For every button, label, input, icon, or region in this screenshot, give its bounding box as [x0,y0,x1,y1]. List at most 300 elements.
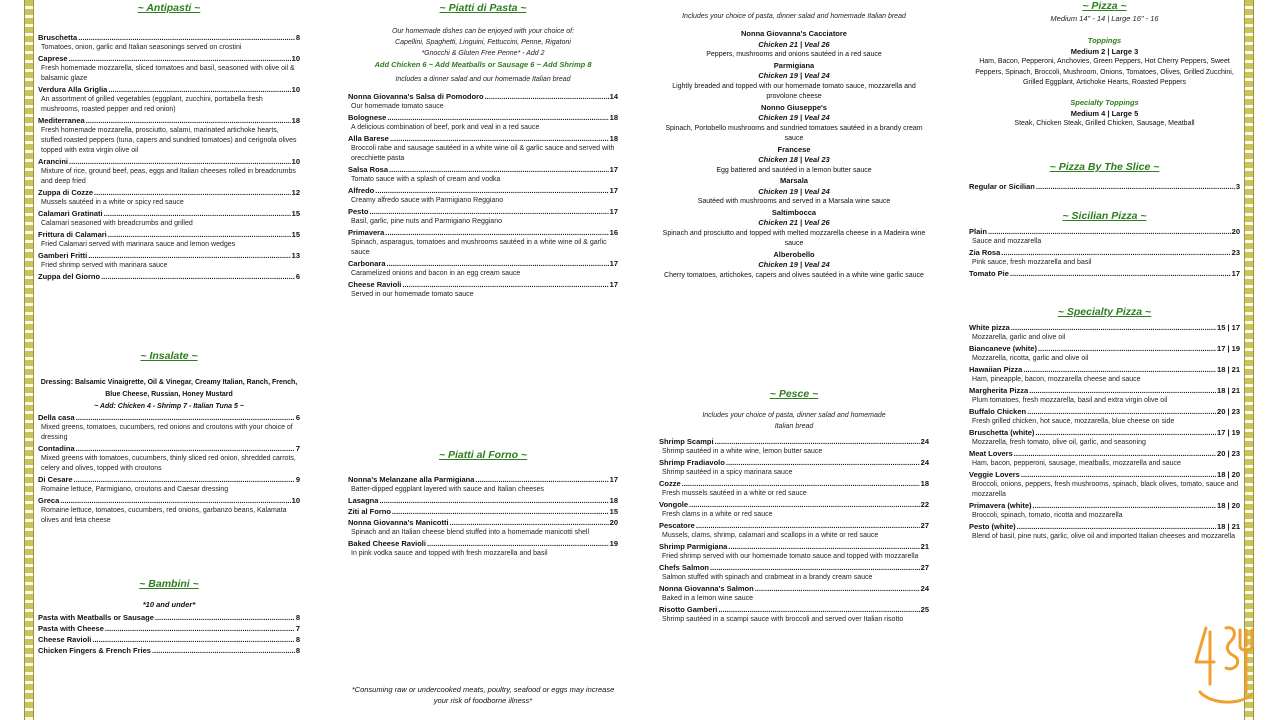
menu-item-price: Chicken 19 | Veal 24 [758,113,830,122]
menu-item-price: 21 [920,542,929,551]
menu-item-name: Saltimbocca [771,207,817,217]
pasta-intro-3: *Gnocchi & Gluten Free Penne* - Add 2 [421,50,545,57]
menu-item-zuppa-di-cozze [38,187,300,208]
menu-item-description: Sauce and mozzarella [972,238,1042,245]
specialty-toppings-price: Medium 4 | Large 5 [1070,108,1139,118]
menu-item-description: Sautéed with mushrooms and served in a Marsala wine sauce [697,198,891,205]
menu-item-price: 19 [609,539,618,548]
pesce-section [659,388,929,625]
specialty-section [969,306,1240,542]
menu-item-hawaiian-pizza [969,364,1240,385]
slice-list [969,181,1240,192]
menu-item-name: Vongole [659,500,689,509]
menu-item-ziti-al-forno [348,506,618,517]
toppings-title: Toppings [1087,36,1122,45]
menu-item-tomato-pie [969,268,1240,279]
menu-item-name: Nonna Giovanna's Salmon [659,584,754,593]
menu-item-price: 8 [295,613,300,622]
menu-item-name: Contadina [38,444,75,453]
bambini-title: ~ Bambini ~ [139,578,199,590]
menu-item-name: Bruschetta (white) [969,428,1035,437]
pasta-includes: Includes a dinner salad and our homemade Italian bread [395,76,571,83]
slice-title: ~ Pizza By The Slice ~ [1049,161,1160,173]
menu-item-name: Francese [777,144,811,154]
dot-leader [69,53,291,64]
menu-item-risotto-gamberi [659,604,929,625]
menu-item-cheese-ravioli [348,279,618,300]
menu-item-description: Spinach and prosciutto and topped with melted mozzarella cheese in a Madeira wine sauce [662,229,926,247]
menu-item-price: 24 [920,458,929,467]
menu-item-price: 10 [291,496,300,505]
menu-item-description: Mozzarella, ricotta, garlic and olive oil [972,355,1089,362]
menu-item-price: 18 [609,496,618,505]
entrees-intro: Includes your choice of pasta, dinner salad and homemade Italian bread [682,13,906,20]
menu-item-salsa-rosa [348,164,618,185]
menu-item-header [38,474,300,485]
menu-item-pasta-with-meatballs-or-sausage [38,612,300,623]
dot-leader [369,206,608,217]
menu-item-name: Primavera (white) [969,501,1032,510]
menu-item-shrimp-scampi [659,436,929,457]
menu-item-arancini [38,156,300,187]
menu-item-description: Broccoli, onions, peppers, fresh mushrooms, spinach, black olives, tomato, sauce and mozzarella [972,481,1239,498]
menu-item-price: 20 [609,518,618,527]
menu-item-name: Verdura Alla Griglia [38,85,108,94]
sicilian-section [969,210,1240,279]
menu-item-name: Alla Barese [348,134,389,143]
menu-item-name: Buffalo Chicken [969,407,1027,416]
menu-item-alberobello [659,250,929,282]
menu-item-description: Ham, pineapple, bacon, mozzarella cheese and sauce [972,376,1141,383]
dot-leader [389,164,609,175]
dot-leader [375,185,608,196]
menu-item-pescatore [659,520,929,541]
menu-item-header [348,495,618,506]
menu-item-header [659,520,929,531]
menu-item-price: 17 [609,207,618,216]
menu-item-name: Salsa Rosa [348,165,389,174]
menu-item-price: 13 [291,251,300,260]
menu-item-header [348,112,618,123]
menu-item-price: 18 [291,116,300,125]
menu-item-nonno-giuseppe-s [659,103,929,145]
menu-item-header [969,226,1240,237]
menu-item-price: Chicken 21 | Veal 26 [758,218,830,227]
menu-item-header [38,495,300,506]
menu-item-marsala [659,176,929,208]
right-border-strip [1244,0,1254,720]
menu-item-price: Chicken 19 | Veal 24 [758,260,830,269]
menu-item-price: 20 [1231,227,1240,236]
menu-item-name: Calamari Gratinati [38,209,103,218]
menu-item-description: Shrimp sautéed in a spicy marinara sauce [662,469,793,476]
pasta-add-ons: Add Chicken 6 ~ Add Meatballs or Sausage 6 ~ Add Shrimp 8 [374,60,592,69]
menu-item-price: 16 [609,228,618,237]
menu-item-name: Cozze [659,479,681,488]
menu-item-price: 18 [609,113,618,122]
menu-item-description: Fried shrimp served with our homemade tomato sauce and topped with mozzarella [662,553,919,560]
menu-item-description: An assortment of grilled vegetables (eggplant, zucchini, portabella fresh mushrooms, roasted pepper and red onion) [41,96,263,113]
menu-item-description: Fried Calamari served with marinara sauce and lemon wedges [41,241,236,248]
pizza-section [969,0,1240,129]
menu-item-name: Di Cesare [38,475,73,484]
menu-item-price: 18 | 21 [1217,522,1240,531]
menu-item-price: 20 | 23 [1217,407,1240,416]
dot-leader [689,499,920,510]
menu-item-contadina [38,443,300,474]
dot-leader [74,474,295,485]
sicilian-title: ~ Sicilian Pizza ~ [1062,210,1147,222]
menu-item-header [348,206,618,217]
menu-item-description: Caramelized onions and bacon in an egg cream sauce [351,270,521,277]
menu-item-description: Our homemade tomato sauce [351,103,444,110]
menu-item-header [659,436,929,447]
dot-leader [108,229,291,240]
menu-item-parmigiana [659,61,929,103]
menu-item-header [38,271,300,282]
menu-item-price: 10 [291,85,300,94]
menu-item-frittura-di-calamari [38,229,300,250]
menu-item-price: 12 [291,188,300,197]
menu-item-price: 3 [1235,182,1240,191]
menu-item-name: Pasta with Cheese [38,624,104,633]
menu-item-vongole [659,499,929,520]
insalate-add: ~ Add: Chicken 4 - Shrimp 7 - Italian Tuna 5 ~ [94,403,244,410]
menu-item-cozze [659,478,929,499]
menu-item-description: Basil, garlic, pine nuts and Parmigiano Reggiano [351,218,502,225]
pizza-title: ~ Pizza ~ [1082,0,1127,12]
menu-item-name: Veggie Lovers [969,470,1020,479]
foodborne-illness-footnote: *Consuming raw or undercooked meats, poultry, seafood or eggs may increase your risk of foodborne illness* [351,685,615,705]
menu-item-description: A delicious combination of beef, pork and veal in a red sauce [351,124,540,131]
menu-item-description: Blend of basil, pine nuts, garlic, olive oil and imported Italian cheeses and mozzarella [972,533,1236,540]
menu-item-header [348,474,618,485]
dot-leader [69,156,291,167]
menu-item-description: Batter-dipped eggplant layered with sauce and Italian cheeses [351,486,545,493]
menu-item-mediterranea [38,115,300,156]
menu-item-name: Lasagna [348,496,379,505]
menu-item-description: Mozzarella, fresh tomato, olive oil, garlic, and seasoning [972,439,1146,446]
menu-item-description: Shrimp sautéed in a scampi sauce with broccoli and served over Italian risotto [662,616,904,623]
dot-leader [155,612,295,623]
menu-item-pasta-with-cheese [38,623,300,634]
menu-item-description: Mussels sautéed in a white or spicy red sauce [41,199,184,206]
menu-item-price: 15 [291,230,300,239]
menu-item-nonna-giovanna-s-salmon [659,583,929,604]
menu-item-pesto-white [969,521,1240,542]
menu-item-header [659,499,929,510]
menu-item-name: Mediterranea [38,116,85,125]
menu-item-name: Frittura di Calamari [38,230,107,239]
menu-item-price: 17 | 19 [1217,428,1240,437]
forno-title: ~ Piatti al Forno ~ [438,449,528,461]
menu-item-description: Broccoli, spinach, tomato, ricotta and mozzarella [972,512,1123,519]
dot-leader [1029,385,1216,396]
menu-item-price: 8 [295,635,300,644]
menu-item-name: Arancini [38,157,69,166]
dot-leader [108,84,290,95]
left-border-strip [24,0,34,720]
menu-item-price: 18 | 20 [1217,470,1240,479]
menu-item-description: Fresh clams in a white or red sauce [662,511,773,518]
menu-item-header [348,164,618,175]
menu-item-price: 24 [920,584,929,593]
menu-item-header [659,478,929,489]
entrees-list [659,29,929,281]
menu-item-price: 18 | 21 [1217,386,1240,395]
dot-leader [1001,247,1230,258]
dot-leader [387,258,609,269]
menu-item-header [969,364,1240,375]
menu-item-name: Risotto Gamberi [659,605,718,614]
menu-item-header [38,208,300,219]
dot-leader [1027,406,1216,417]
menu-item-price: 17 [609,186,618,195]
menu-item-name: Pesto [348,207,369,216]
menu-item-name: Shrimp Scampi [659,437,714,446]
pesce-title: ~ Pesce ~ [769,388,819,400]
insalate-title: ~ Insalate ~ [140,350,198,362]
dot-leader [60,495,290,506]
menu-item-name: Baked Cheese Ravioli [348,539,426,548]
menu-item-description: Mixed greens, tomatoes, cucumbers, red onions and croutons with your choice of dressing [41,424,293,441]
bambini-section [38,578,300,656]
dot-leader [78,32,295,43]
menu-item-description: Plum tomatoes, fresh mozzarella, basil and extra virgin olive oil [972,397,1168,404]
menu-item-name: Bruschetta [38,33,78,42]
menu-item-header [38,412,300,423]
menu-item-header [659,583,929,594]
menu-item-price: 14 [609,92,618,101]
menu-item-price: Chicken 19 | Veal 24 [758,186,830,196]
menu-item-price: 15 [291,209,300,218]
dot-leader [86,115,291,126]
menu-item-header [659,541,929,552]
dot-leader [1035,427,1216,438]
dot-leader [710,562,920,573]
specialty-list [969,322,1240,542]
menu-item-name: Nonno Giuseppe's [761,102,827,112]
menu-item-header [348,517,618,528]
menu-item-name: Pasta with Meatballs or Sausage [38,613,154,622]
menu-item-zuppa-del-giorno [38,271,300,282]
menu-item-description: Egg battered and sautéed in a lemon butter sauce [716,166,872,174]
menu-item-header [969,427,1240,438]
menu-item-header [348,227,618,238]
dot-leader [1038,343,1216,354]
insalate-section [38,350,300,526]
menu-item-description: Peppers, mushrooms and onions sautéed in a red sauce [706,51,882,58]
menu-item-name: Marsala [780,176,808,185]
menu-item-header [969,385,1240,396]
menu-item-description: Mussels, clams, shrimp, calamari and scallops in a white or red sauce [662,532,879,539]
menu-item-name: Cheese Ravioli [348,280,402,289]
pasta-intro-2: Capellini, Spaghetti, Linguini, Fettuccini, Penne, Rigatoni [395,39,571,46]
menu-item-buffalo-chicken [969,406,1240,427]
menu-item-header [969,268,1240,279]
menu-item-header [38,53,300,64]
dot-leader [1011,322,1216,333]
menu-item-description: Romaine lettuce, tomatoes, cucumbers, red onions, garbanzo beans, Kalamata olives and feta cheese [41,507,287,524]
menu-item-header [969,448,1240,459]
menu-item-name: Cheese Ravioli [38,635,92,644]
dot-leader [387,112,608,123]
menu-item-description: Fresh homemade mozzarella, prosciutto, salami, marinated artichoke hearts, stuffed roasted peppers (tuna, capers and sundried tomatoes) and cerignola olives topped with extra virgin olive oil [41,127,297,154]
dot-leader [152,645,295,656]
dot-leader [76,443,295,454]
menu-item-name: Plain [969,227,987,236]
menu-item-price: 10 [291,54,300,63]
menu-item-header [38,187,300,198]
pasta-title: ~ Piatti di Pasta ~ [439,2,527,14]
menu-item-description: Served in our homemade tomato sauce [351,291,474,298]
menu-item-price: 7 [295,624,300,633]
insalate-dressing: Dressing: Balsamic Vinaigrette, Oil & Vinegar, Creamy Italian, Ranch, French, Blue Cheese, Russian, Honey Mustard [40,379,298,398]
menu-item-price: 17 | 19 [1217,344,1240,353]
dot-leader [1033,500,1217,511]
menu-item-description: Mozzarella, garlic and olive oil [972,334,1066,341]
menu-item-header [38,634,300,645]
menu-item-chicken-fingers-french-fries [38,645,300,656]
menu-item-biancaneve-white [969,343,1240,364]
menu-item-name: White pizza [969,323,1010,332]
menu-item-description: Fresh grilled chicken, hot sauce, mozzarella, blue cheese on side [972,418,1175,425]
dot-leader [92,634,294,645]
dot-leader [427,538,609,549]
dot-leader [728,541,919,552]
menu-item-name: Alberobello [773,249,815,259]
menu-item-description: Salmon stuffed with spinach and crabmeat in a brandy cream sauce [662,574,873,581]
menu-item-nonna-giovanna-s-salsa-di-pomodoro [348,91,618,112]
menu-item-name: Gamberi Fritti [38,251,88,260]
menu-item-francese [659,145,929,177]
menu-item-greca [38,495,300,526]
menu-item-price: 15 [609,507,618,516]
dot-leader [390,133,609,144]
menu-item-nonna-s-melanzane-alla-parmigiana [348,474,618,495]
menu-item-price: 24 [920,437,929,446]
menu-item-price: 6 [295,272,300,281]
menu-item-price: 7 [295,444,300,453]
menu-item-price: 8 [295,646,300,655]
menu-item-name: Nonna Giovanna's Manicotti [348,518,449,527]
menu-item-description: Lightly breaded and topped with our homemade tomato sauce, mozzarella and provolone cheese [672,82,916,100]
pasta-intro-1: Our homemade dishes can be enjoyed with your choice of: [391,28,575,35]
menu-item-price: Chicken 18 | Veal 23 [758,155,830,164]
menu-item-price: 9 [295,475,300,484]
sicilian-list [969,226,1240,279]
toppings-price: Medium 2 | Large 3 [1070,47,1139,56]
menu-item-price: 17 [1231,269,1240,278]
menu-item-carbonara [348,258,618,279]
dot-leader [682,478,920,489]
menu-item-calamari-gratinati [38,208,300,229]
antipasti-section [38,2,300,282]
menu-item-verdura-alla-griglia [38,84,300,115]
dot-leader [988,226,1231,237]
menu-item-price: 23 [1231,248,1240,257]
menu-item-header [659,604,929,615]
menu-item-header [659,562,929,573]
dot-leader [715,436,920,447]
menu-item-header [969,521,1240,532]
menu-item-header [348,506,618,517]
menu-item-description: Spinach and an Italian cheese blend stuffed into a homemade manicotti shell [351,529,590,536]
menu-item-name: Carbonara [348,259,386,268]
menu-item-name: Chicken Fingers & French Fries [38,646,151,655]
menu-item-price: 18 | 20 [1217,501,1240,510]
specialty-toppings-list: Steak, Chicken Steak, Grilled Chicken, Sausage, Meatball [1014,119,1195,127]
menu-item-della-casa [38,412,300,443]
menu-item-header [969,500,1240,511]
forno-list [348,474,618,559]
pesce-intro: Includes your choice of pasta, dinner salad and homemade Italian bread [702,412,886,430]
menu-item-header [348,538,618,549]
bambini-subtitle: *10 and under* [142,600,196,609]
bambini-list [38,612,300,656]
pesce-list [659,436,929,625]
menu-item-description: Pink sauce, fresh mozzarella and basil [972,259,1092,266]
pasta-list [348,91,618,300]
menu-item-price: 27 [920,521,929,530]
menu-item-price: 10 [291,157,300,166]
dot-leader [450,517,609,528]
menu-item-cheese-ravioli [38,634,300,645]
dot-leader [485,91,609,102]
menu-item-header [969,322,1240,333]
menu-item-di-cesare [38,474,300,495]
menu-item-price: 17 [609,165,618,174]
dot-leader [104,208,291,219]
menu-item-bruschetta [38,32,300,53]
menu-item-name: Ziti al Forno [348,507,391,516]
menu-item-name: Shrimp Fradiavolo [659,458,725,467]
menu-item-header [38,250,300,261]
menu-item-header [38,443,300,454]
menu-item-header [38,32,300,43]
menu-item-price: 6 [295,413,300,422]
menu-item-veggie-lovers [969,469,1240,500]
menu-item-header [348,258,618,269]
menu-item-header [969,181,1240,192]
dot-leader [475,474,608,485]
dot-leader [94,187,291,198]
menu-item-primavera [348,227,618,258]
menu-item-header [38,623,300,634]
menu-item-saltimbocca [659,208,929,250]
menu-item-description: Calamari seasoned with breadcrumbs and grilled [41,220,193,227]
menu-item-header [38,84,300,95]
menu-item-plain [969,226,1240,247]
menu-item-shrimp-fradiavolo [659,457,929,478]
menu-item-bolognese [348,112,618,133]
menu-item-gamberi-fritti [38,250,300,271]
menu-item-description: Spinach, asparagus, tomatoes and mushrooms sautéed in a white wine oil & garlic sauce [351,239,607,256]
menu-item-alla-barese [348,133,618,164]
dot-leader [1023,364,1216,375]
menu-item-header [38,612,300,623]
menu-item-header [659,457,929,468]
dot-leader [1036,181,1235,192]
menu-item-description: Shrimp sautéed in a white wine, lemon butter sauce [662,448,823,455]
menu-item-price: 17 [609,259,618,268]
menu-item-price: Chicken 19 | Veal 24 [758,71,830,80]
insalate-list [38,412,300,526]
restaurant-logo-icon [1190,622,1260,708]
menu-item-description: Ham, bacon, pepperoni, sausage, meatballs, mozzarella and sauce [972,460,1181,467]
menu-item-name: Shrimp Parmigiana [659,542,728,551]
menu-item-price: 27 [920,563,929,572]
